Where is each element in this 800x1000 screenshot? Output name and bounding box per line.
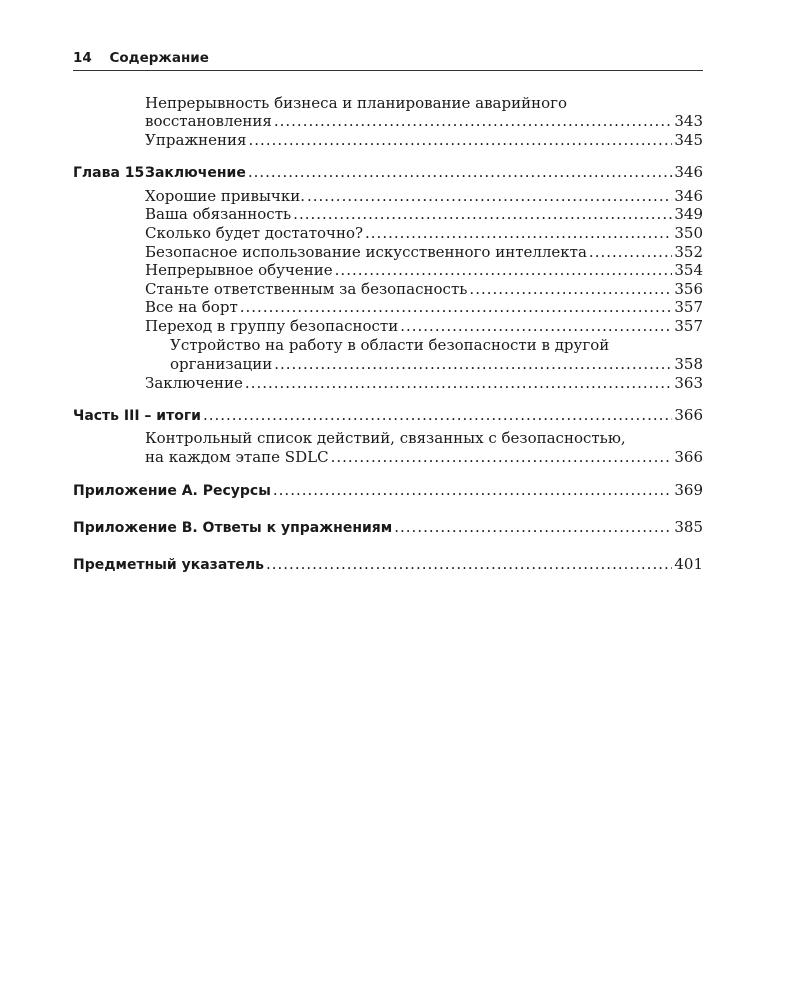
toc-appendix-label: Приложение В. Ответы к упражнениям bbox=[73, 520, 393, 536]
dot-leader bbox=[249, 131, 673, 149]
toc-page-number: 366 bbox=[674, 448, 703, 466]
toc-entry-continuous-learning[interactable] bbox=[145, 261, 703, 279]
toc-entry-checklist[interactable] bbox=[145, 448, 703, 466]
dot-leader bbox=[394, 518, 672, 536]
toc-entry-good-habits[interactable] bbox=[145, 187, 703, 205]
toc-entry-label: восстановления bbox=[145, 112, 272, 130]
dot-leader bbox=[274, 112, 673, 130]
dot-leader bbox=[293, 205, 672, 223]
toc-chapter-15[interactable] bbox=[73, 163, 703, 182]
toc-page-number: 357 bbox=[674, 317, 703, 335]
toc-appendix-b[interactable] bbox=[73, 518, 703, 537]
toc-entry-label: Хорошие привычки. bbox=[145, 187, 305, 205]
dot-leader bbox=[400, 317, 672, 335]
toc-page-number: 356 bbox=[674, 280, 703, 298]
toc-entry-continuity[interactable] bbox=[145, 112, 703, 130]
dot-leader bbox=[245, 374, 672, 392]
toc-page-number: 354 bbox=[674, 261, 703, 279]
toc-page-number: 401 bbox=[674, 555, 703, 573]
toc-page-number: 369 bbox=[674, 481, 703, 499]
toc-page-number: 358 bbox=[674, 355, 703, 373]
toc-entry-checklist-line1: Контрольный список действий, связанных с безопасностью, bbox=[145, 429, 626, 447]
dot-leader bbox=[469, 280, 672, 298]
dot-leader bbox=[589, 243, 672, 261]
dot-leader bbox=[203, 406, 672, 424]
toc-entry-your-duty[interactable] bbox=[145, 205, 703, 223]
toc-entry-label: Все на борт bbox=[145, 298, 238, 316]
dot-leader bbox=[266, 555, 672, 573]
page-header bbox=[73, 50, 703, 71]
toc-entry-security-team[interactable] bbox=[145, 317, 703, 335]
dot-leader bbox=[274, 355, 672, 373]
toc-page-number: 349 bbox=[674, 205, 703, 223]
toc-entry-label: организации bbox=[170, 355, 273, 373]
toc-entry-job-line1: Устройство на работу в области безопасности в другой bbox=[170, 336, 610, 354]
page-number: 14 bbox=[73, 50, 92, 66]
toc-page-number: 350 bbox=[674, 224, 703, 242]
dot-leader bbox=[331, 448, 673, 466]
toc-entry-label: Упражнения bbox=[145, 131, 247, 149]
toc-part-3-summary[interactable] bbox=[73, 406, 703, 425]
toc-entry-exercises[interactable] bbox=[145, 131, 703, 149]
toc-entry-label: Заключение bbox=[145, 374, 243, 392]
toc-index-label: Предметный указатель bbox=[73, 557, 264, 573]
toc-entry-label: Сколько будет достаточно? bbox=[145, 224, 364, 242]
toc-page-number: 385 bbox=[674, 518, 703, 536]
toc-page-number: 366 bbox=[674, 406, 703, 424]
toc-part-label: Часть III – итоги bbox=[73, 408, 201, 424]
toc-appendix-label: Приложение А. Ресурсы bbox=[73, 483, 271, 499]
dot-leader bbox=[273, 481, 672, 499]
toc-page-number: 357 bbox=[674, 298, 703, 316]
dot-leader bbox=[335, 261, 673, 279]
toc-entry-label: Переход в группу безопасности bbox=[145, 317, 399, 335]
toc-appendix-a[interactable] bbox=[73, 481, 703, 500]
toc-entry-all-aboard[interactable] bbox=[145, 298, 703, 316]
toc-entry-label: на каждом этапе SDLC bbox=[145, 448, 329, 466]
dot-leader bbox=[248, 163, 673, 181]
toc-page-number: 352 bbox=[674, 243, 703, 261]
toc-entry-label: Безопасное использование искусственного интеллекта bbox=[145, 243, 587, 261]
toc-entry-continuity-line1: Непрерывность бизнеса и планирование аварийного bbox=[145, 94, 568, 112]
dot-leader bbox=[240, 298, 673, 316]
toc-entry-label: Ваша обязанность bbox=[145, 205, 292, 223]
toc-page-number: 346 bbox=[674, 163, 703, 181]
toc-entry-label: Станьте ответственным за безопасность bbox=[145, 280, 468, 298]
toc-page-number: 345 bbox=[674, 131, 703, 149]
dot-leader bbox=[365, 224, 672, 242]
running-title: Содержание bbox=[109, 50, 209, 66]
toc-entry-job-elsewhere[interactable] bbox=[170, 355, 703, 373]
chapter-title: Заключение bbox=[145, 165, 246, 181]
chapter-number: Глава 15 bbox=[73, 165, 145, 181]
toc-entry-safe-ai[interactable] bbox=[145, 243, 703, 261]
toc-subject-index[interactable] bbox=[73, 555, 703, 574]
dot-leader bbox=[307, 187, 672, 205]
toc-entry-label: Непрерывное обучение bbox=[145, 261, 333, 279]
toc-page-number: 363 bbox=[674, 374, 703, 392]
toc-page-number: 346 bbox=[674, 187, 703, 205]
toc-entry-become-responsible[interactable] bbox=[145, 280, 703, 298]
toc-entry-conclusion[interactable] bbox=[145, 374, 703, 392]
toc-entry-how-much-enough[interactable] bbox=[145, 224, 703, 242]
toc-page-number: 343 bbox=[674, 112, 703, 130]
